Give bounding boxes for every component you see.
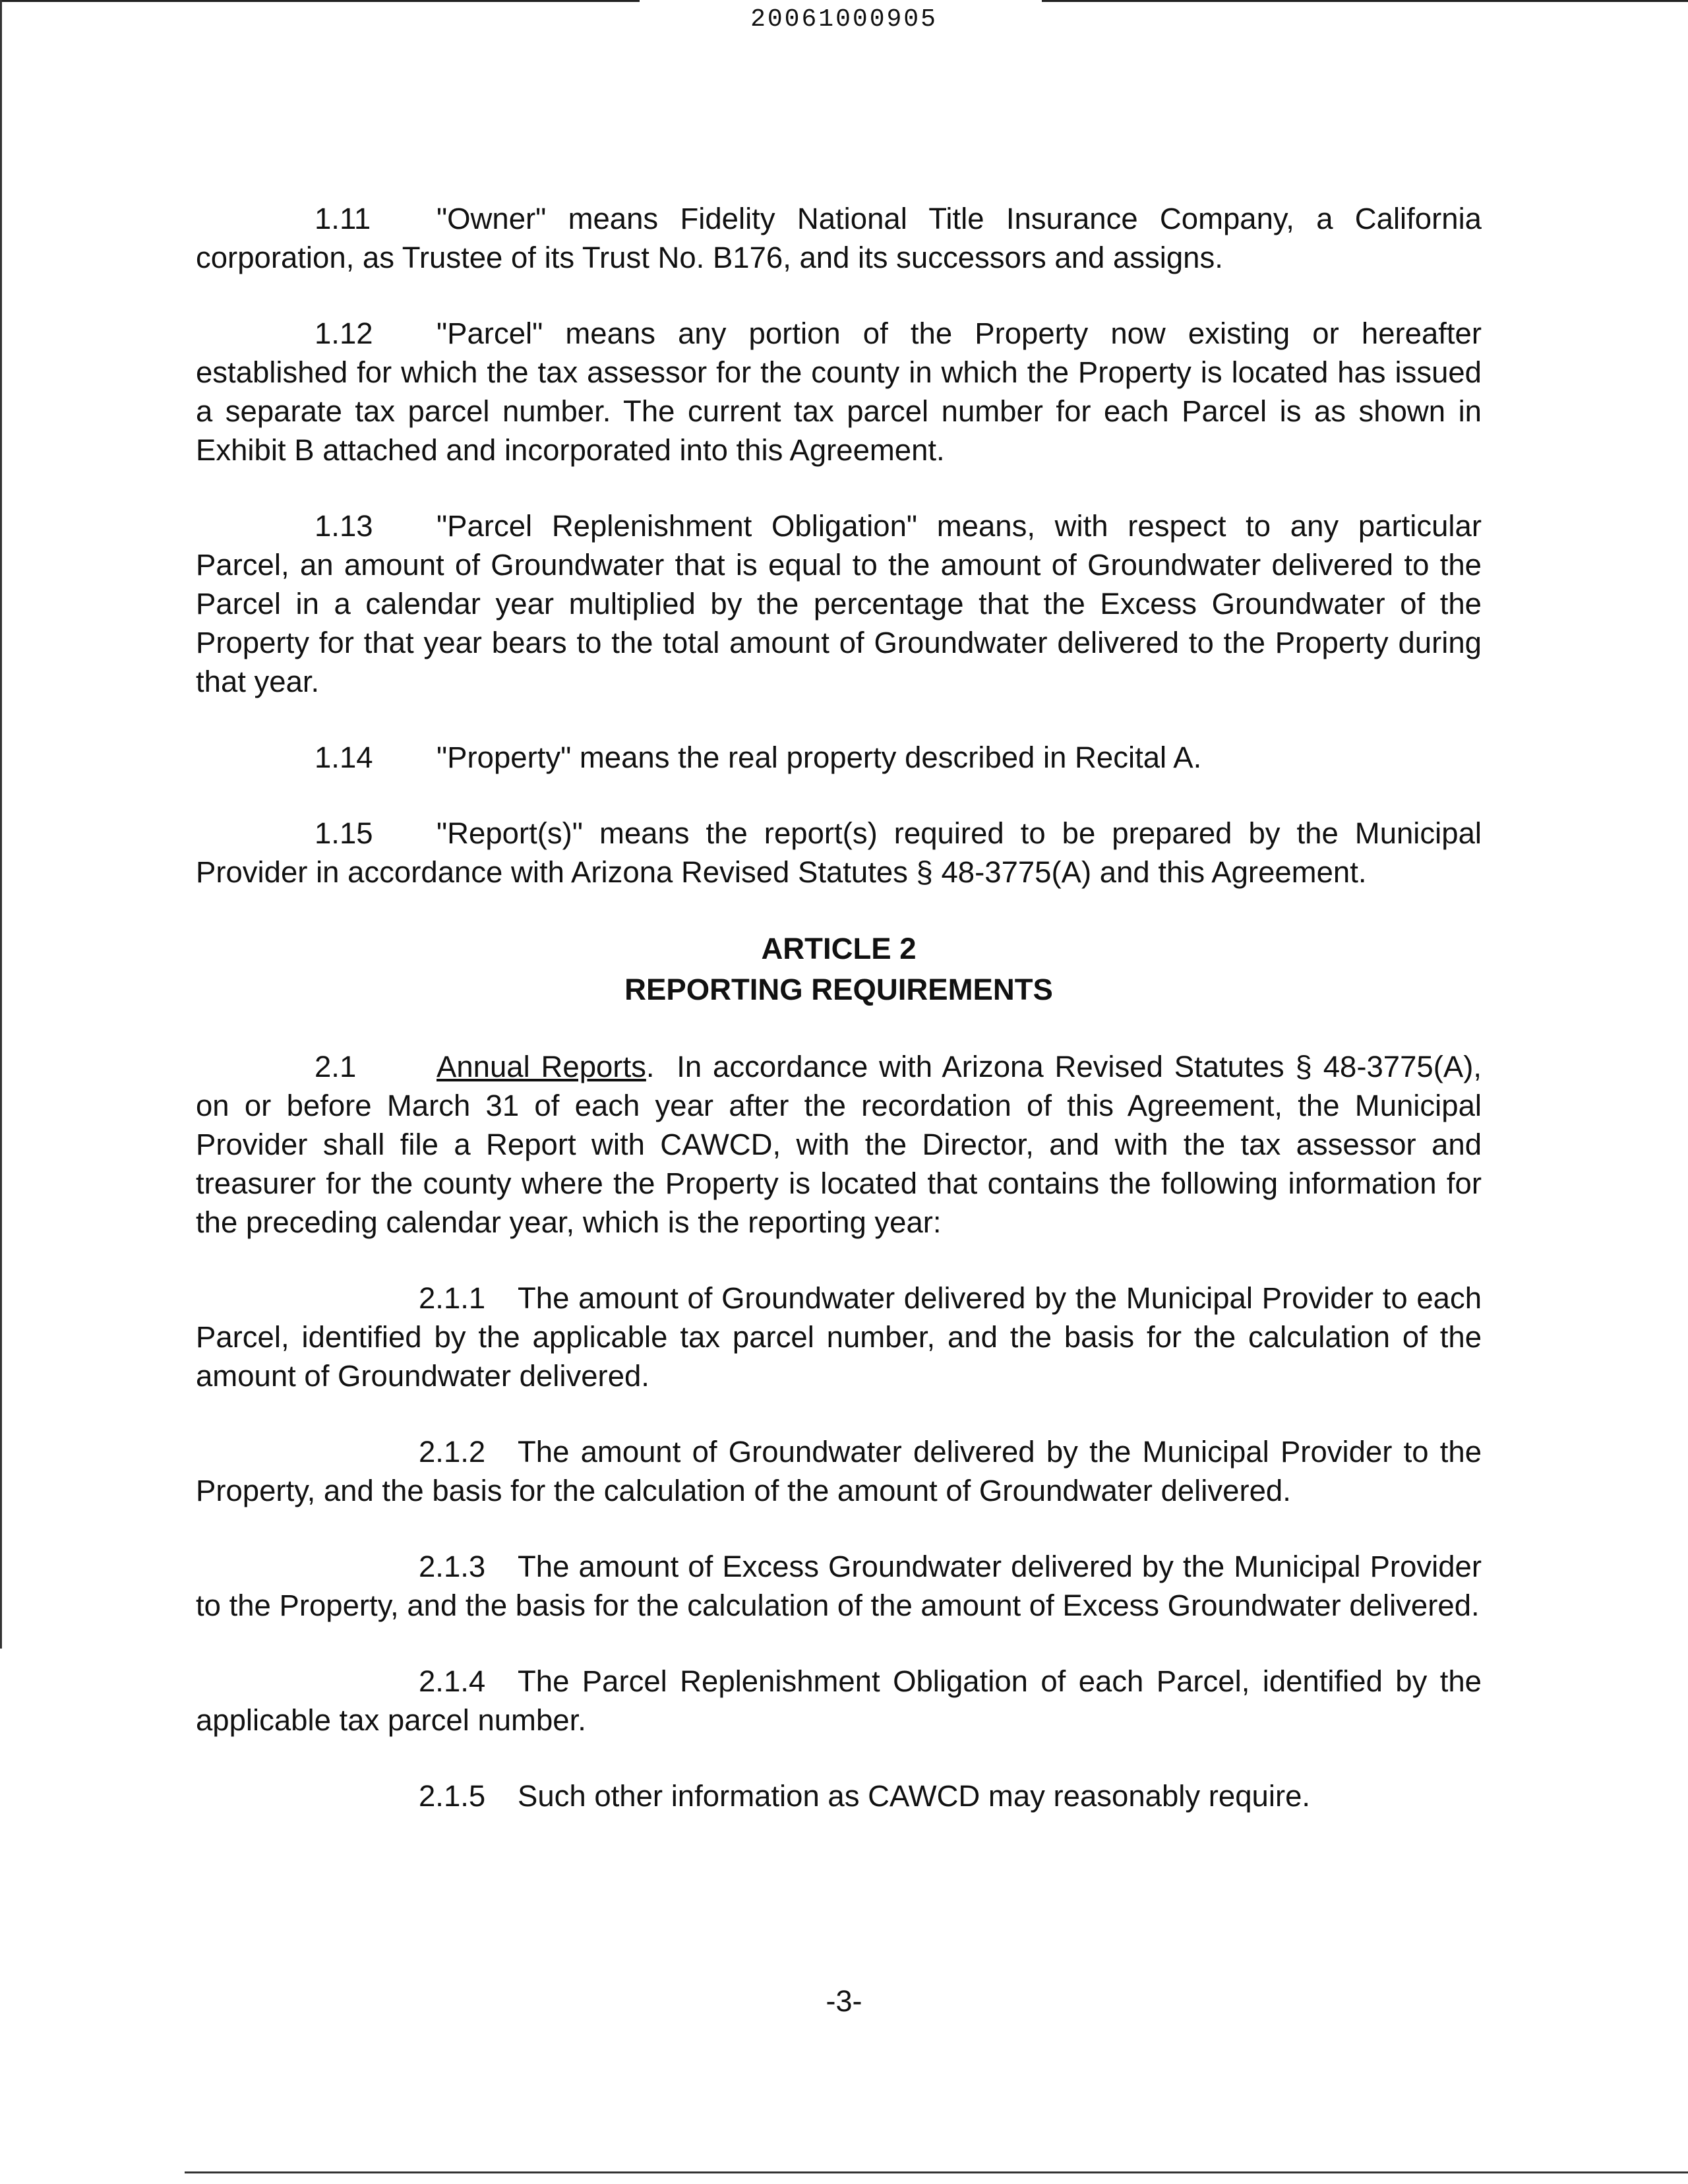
definition-number: 1.12 [315,317,373,350]
scan-border-bottom [185,2171,1688,2173]
subsection-text: The amount of Groundwater delivered by the Municipal Provider to the Property, and the basis for the calculation of the amount of Groundwater delivered. [196,1435,1482,1507]
section-number: 2.1 [315,1050,357,1083]
definition-1-13 [196,506,1482,701]
section-2-1: 2.1 Annual Reports. In accordance with Arizona Revised Statutes § 48-3775(A), on or before March 31 of each year after the recordation of this Agreement, the Municipal Provider shall file a Report with CAWCD, with the Director, and with the tax assessor and treasurer for the county where the Property is located that contains the following information for the preceding calendar year, which is the reporting year: [196,1047,1482,1242]
definition-number: 1.13 [315,509,373,543]
definition-text: "Report(s)" means the report(s) required to be prepared by the Municipal Provider in accordance with Arizona Revised Statutes § 48-3775(A) and this Agreement. [196,816,1482,889]
subsection-text: The amount of Groundwater delivered by the Municipal Provider to each Parcel, identified by the applicable tax parcel number, and the basis for the calculation of the amount of Groundwater delivered. [196,1281,1482,1393]
subsection-text: Such other information as CAWCD may reasonably require. [518,1779,1311,1813]
definition-number: 1.11 [315,202,371,235]
subsection-2-1-5 [196,1776,1482,1815]
definition-text: "Parcel" means any portion of the Property now existing or hereafter established for which the tax assessor for the county in which the Property is located has issued a separate tax parcel number. The current tax parcel number for each Parcel is as shown in Exhibit B attached and incorporated into this Agreement. [196,317,1482,467]
definition-number: 1.14 [315,741,373,774]
section-text: In accordance with Arizona Revised Statutes § 48-3775(A), on or before March 31 of each year after the recordation of this Agreement, the Municipal Provider shall file a Report with CAWCD, with the Director, and with the tax assessor and treasurer for the county where the Property is located that contains the following information for the preceding calendar year, which is the reporting year: [196,1050,1482,1239]
section-heading: Annual Reports [437,1050,646,1083]
definition-1-11 [196,199,1482,277]
definition-1-15 [196,814,1482,892]
definition-text: "Property" means the real property described in Recital A. [437,741,1202,774]
document-body [196,199,1482,1852]
subsection-2-1-4 [196,1662,1482,1740]
definition-text: "Parcel Replenishment Obligation" means, with respect to any particular Parcel, an amount of Groundwater that is equal to the amount of Groundwater delivered to the Parcel in a calendar year multiplied by the percentage that the Excess Groundwater of the Property for that year bears to the total amount of Groundwater delivered to the Property during that year. [196,509,1482,698]
subsection-number: 2.1.4 [419,1664,486,1698]
document-number: 20061000905 [750,5,938,34]
article-subtitle: REPORTING REQUIREMENTS [624,973,1053,1006]
subsection-number: 2.1.2 [419,1435,486,1469]
subsection-number: 2.1.3 [419,1550,486,1583]
scan-border-left [0,0,2,1649]
subsection-text: The amount of Excess Groundwater delivered by the Municipal Provider to the Property, and the basis for the calculation of the amount of Excess Groundwater delivered. [196,1550,1482,1622]
article-title: ARTICLE 2 [761,932,917,965]
page-number: -3- [826,1984,862,2018]
definition-text: "Owner" means Fidelity National Title Insurance Company, a California corporation, as Trustee of its Trust No. B176, and its successors and assigns. [196,202,1482,274]
definition-1-14 [196,738,1482,777]
scan-border-top-left [0,0,640,2]
subsection-number: 2.1.1 [419,1281,486,1315]
article-heading [196,928,1482,1010]
subsection-text: The Parcel Replenishment Obligation of each Parcel, identified by the applicable tax parcel number. [196,1664,1482,1737]
subsection-2-1-2 [196,1432,1482,1510]
subsection-2-1-1 [196,1279,1482,1395]
definition-number: 1.15 [315,816,373,850]
subsection-number: 2.1.5 [419,1779,486,1813]
subsection-2-1-3 [196,1547,1482,1625]
scan-border-top-right [1042,0,1688,2]
definition-1-12 [196,314,1482,470]
